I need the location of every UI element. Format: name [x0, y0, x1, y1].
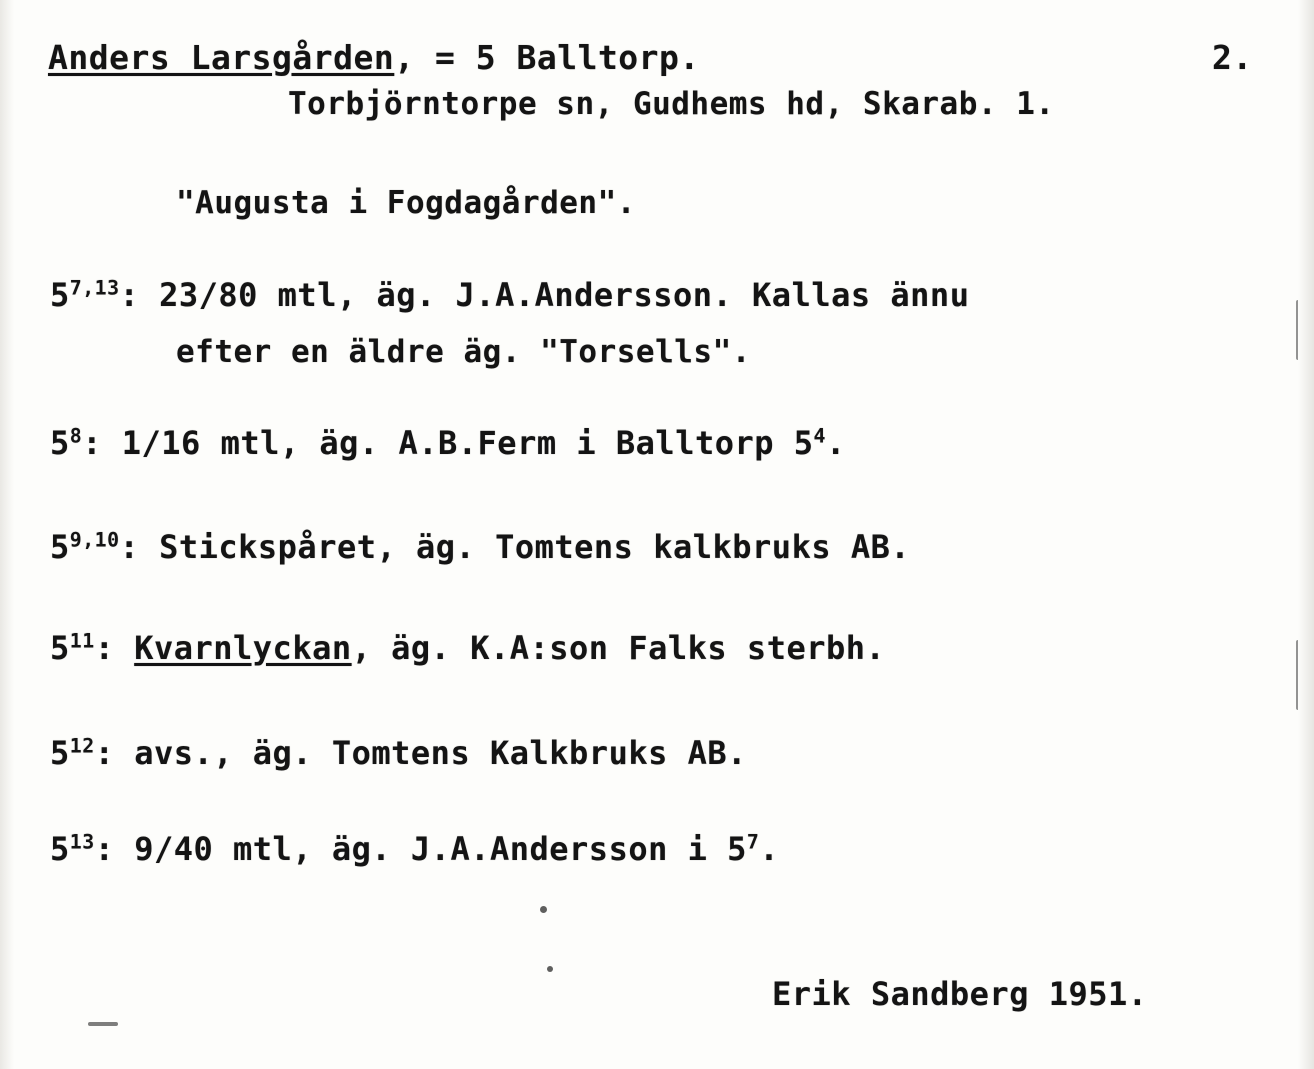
entry-line — [50, 528, 910, 566]
entry-label-superscript: 9,10 — [69, 528, 120, 552]
entry-text: : avs., äg. Tomtens Kalkbruks AB. — [94, 734, 747, 772]
heading-line — [48, 38, 700, 77]
entry-line — [50, 276, 969, 314]
entry-line — [50, 830, 779, 868]
nickname-line: "Augusta i Fogdagården". — [176, 185, 636, 221]
entry-text: : Stickspåret, äg. Tomtens kalkbruks AB. — [119, 528, 911, 566]
entry-inline-superscript: 4 — [813, 424, 826, 448]
entry-label-superscript: 7,13 — [69, 276, 120, 300]
scan-speck — [547, 966, 553, 972]
entry-text-tail: . — [759, 830, 780, 868]
entry-label-base: 5 — [50, 734, 70, 772]
entry-label-base: 5 — [50, 830, 70, 868]
farm-name: Anders Larsgården — [48, 38, 395, 77]
signature-line: Erik Sandberg 1951. — [772, 975, 1148, 1013]
scan-edge-mark — [1296, 640, 1301, 710]
entry-label-superscript: 8 — [69, 424, 83, 448]
parish-line: Torbjörntorpe sn, Gudhems hd, Skarab. 1. — [288, 86, 1055, 122]
entry-text-tail: . — [826, 424, 846, 462]
scan-speck — [540, 906, 547, 913]
scan-edge-mark — [1296, 300, 1301, 360]
entry-label-base: 5 — [50, 528, 70, 566]
heading-rest: , = 5 Balltorp. — [394, 38, 700, 77]
entry-label-superscript: 12 — [69, 734, 95, 758]
entry-text: : 1/16 mtl, äg. A.B.Ferm i Balltorp 5 — [82, 424, 814, 462]
entry-inline-superscript: 7 — [746, 830, 760, 854]
entry-label-base: 5 — [50, 276, 70, 314]
page-number: 2. — [1212, 38, 1253, 77]
entry-continuation-line: efter en äldre äg. "Torsells". — [176, 334, 751, 370]
entry-text: : 9/40 mtl, äg. J.A.Andersson i 5 — [94, 830, 747, 868]
entry-line — [50, 424, 846, 462]
entry-label-superscript: 11 — [69, 629, 95, 653]
scan-speck — [88, 1022, 118, 1026]
entry-text-tail: , äg. K.A:son Falks sterbh. — [351, 629, 886, 667]
entry-label-base: 5 — [50, 629, 70, 667]
entry-text: : 23/80 mtl, äg. J.A.Andersson. Kallas ännu — [119, 276, 970, 314]
entry-line — [50, 629, 885, 667]
entry-text: : — [94, 629, 135, 667]
entry-underlined-name: Kvarnlyckan — [134, 629, 352, 667]
entry-line — [50, 734, 747, 772]
entry-label-superscript: 13 — [69, 830, 95, 854]
entry-label-base: 5 — [50, 424, 70, 462]
